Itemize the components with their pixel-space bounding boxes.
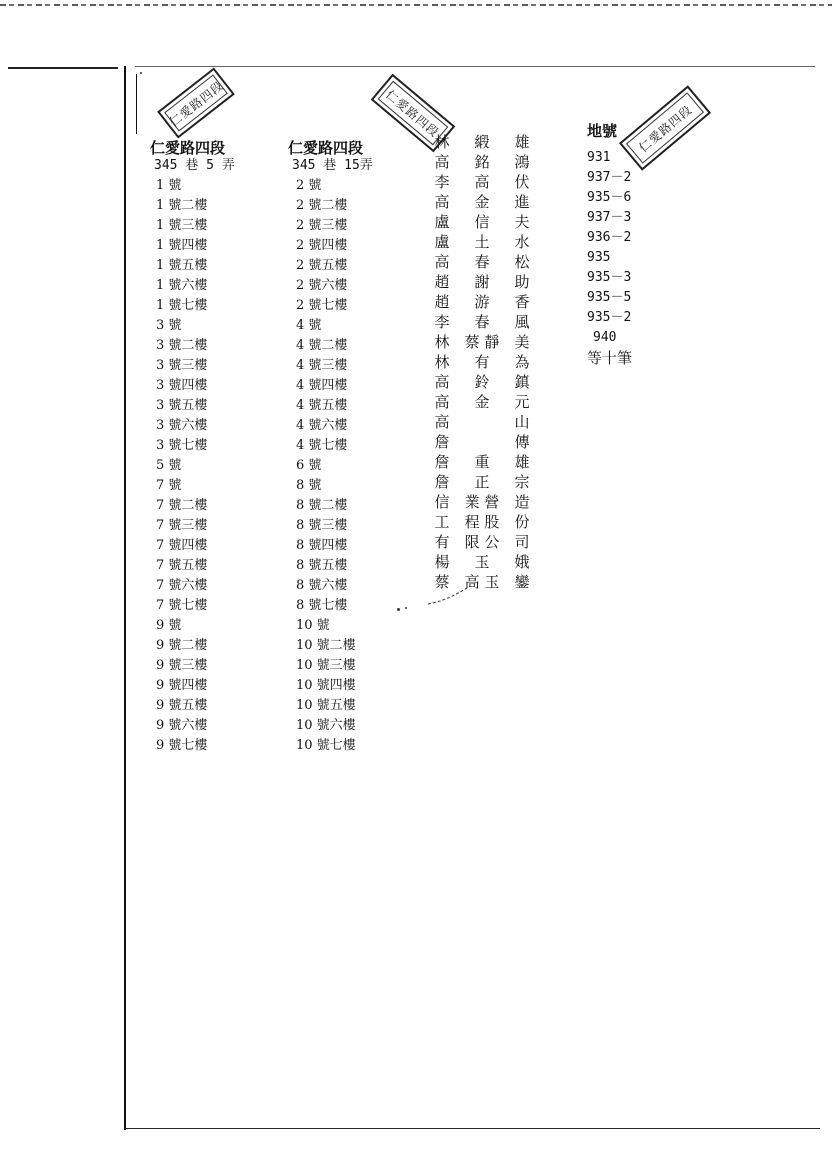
address-item: 1 號二樓 (156, 198, 208, 213)
owner-name-row (432, 432, 532, 452)
address-item: 1 號五樓 (156, 258, 208, 273)
name-char: 程 股 (464, 513, 500, 531)
address-item: 4 號二樓 (296, 338, 348, 353)
name-char: 業 營 (464, 493, 500, 511)
owner-name-row (432, 352, 532, 372)
address-item: 2 號六樓 (296, 278, 348, 293)
name-char: 李 (434, 313, 450, 331)
name-char (472, 432, 492, 452)
owner-name-row (432, 292, 532, 312)
name-char: 宗 (514, 473, 530, 491)
land-number-item: 935－2 (587, 310, 632, 325)
land-number-item: 936－2 (587, 230, 632, 245)
name-char: 林 (434, 333, 450, 351)
address-item: 2 號三樓 (296, 218, 348, 233)
name-char: 春 (474, 313, 490, 331)
address-item: 7 號六樓 (156, 578, 208, 593)
address-item: 8 號三樓 (296, 518, 348, 533)
name-char: 山 (514, 413, 530, 431)
address-item: 10 號二樓 (296, 638, 356, 653)
name-char: 風 (514, 313, 530, 331)
name-char: 金 (474, 393, 490, 411)
address-item: 3 號四樓 (156, 378, 208, 393)
address-item: 3 號五樓 (156, 398, 208, 413)
address-item: 7 號五樓 (156, 558, 208, 573)
name-char: 游 (474, 293, 490, 311)
name-char: 趙 (434, 293, 450, 311)
owner-name-row (432, 392, 532, 412)
land-numbers-header: 地號 (587, 122, 618, 140)
address-item: 10 號三樓 (296, 658, 356, 673)
owner-name-row (432, 192, 532, 212)
scan-speck (140, 72, 142, 74)
owner-name-row (432, 552, 532, 572)
owner-name-row (432, 152, 532, 172)
address-item: 9 號六樓 (156, 718, 208, 733)
name-char: 楊 (434, 553, 450, 571)
name-char: 高 (474, 173, 490, 191)
name-char: 鈴 (474, 373, 490, 391)
name-char: 娥 (514, 553, 530, 571)
name-char: 鎮 (514, 373, 530, 391)
name-char: 元 (514, 393, 530, 411)
address-item: 1 號三樓 (156, 218, 208, 233)
column-subheader: 345 巷 5 弄 (154, 158, 235, 173)
seal-stamp: 仁愛路四段 (619, 85, 711, 170)
name-char: 高 (434, 153, 450, 171)
address-item: 8 號五樓 (296, 558, 348, 573)
address-item: 10 號七樓 (296, 738, 356, 753)
address-item: 7 號七樓 (156, 598, 208, 613)
address-item: 7 號二樓 (156, 498, 208, 513)
address-item: 8 號 (296, 478, 322, 493)
address-item: 3 號六樓 (156, 418, 208, 433)
name-char: 限 公 (464, 533, 500, 551)
address-item: 10 號四樓 (296, 678, 356, 693)
name-char: 份 (514, 513, 530, 531)
address-column-lane-15 (288, 138, 373, 756)
name-char: 為 (514, 353, 530, 371)
name-char: 司 (514, 533, 530, 551)
top-rule-left (8, 67, 118, 69)
column-header: 仁愛路四段 (288, 139, 364, 157)
address-item: 3 號三樓 (156, 358, 208, 373)
column-header: 仁愛路四段 (150, 139, 226, 157)
address-item: 1 號四樓 (156, 238, 208, 253)
land-number-item: 935－6 (587, 190, 632, 205)
owner-name-row (432, 452, 532, 472)
address-item: 2 號五樓 (296, 258, 348, 273)
owner-name-row (432, 472, 532, 492)
left-margin-line (124, 66, 126, 1130)
owner-name-row (432, 252, 532, 272)
name-char: 春 (474, 253, 490, 271)
land-number-list (587, 148, 632, 348)
address-item: 6 號 (296, 458, 322, 473)
name-char: 林 (434, 353, 450, 371)
name-char: 重 (474, 453, 490, 471)
address-item: 4 號三樓 (296, 358, 348, 373)
address-item: 8 號二樓 (296, 498, 348, 513)
owner-name-row (432, 532, 532, 552)
name-char: 李 (434, 173, 450, 191)
address-item: 4 號五樓 (296, 398, 348, 413)
address-list (288, 176, 373, 756)
left-margin-line-inner (136, 74, 137, 134)
name-char: 水 (514, 233, 530, 251)
name-char: 鴻 (514, 153, 530, 171)
land-numbers-total: 等十筆 (587, 349, 633, 367)
land-number-item: 935－3 (587, 270, 632, 285)
address-item: 8 號六樓 (296, 578, 348, 593)
address-item: 2 號七樓 (296, 298, 348, 313)
land-number-item: 935－5 (587, 290, 632, 305)
name-char: 美 (514, 333, 530, 351)
address-item: 9 號五樓 (156, 698, 208, 713)
name-char: 高 玉 (464, 573, 500, 591)
address-item: 7 號 (156, 478, 182, 493)
seal-stamp: 仁愛路四段 (157, 67, 235, 138)
name-char: 有 (434, 533, 450, 551)
name-char: 雄 (514, 133, 530, 151)
address-item: 2 號四樓 (296, 238, 348, 253)
owner-name-row (432, 412, 532, 432)
address-list (150, 176, 235, 756)
name-char: 趙 (434, 273, 450, 291)
address-item: 9 號四樓 (156, 678, 208, 693)
address-item: 10 號六樓 (296, 718, 356, 733)
name-char (472, 412, 492, 432)
name-char: 高 (434, 253, 450, 271)
name-char: 詹 (434, 433, 450, 451)
name-char: 香 (514, 293, 530, 311)
name-char: 信 (474, 213, 490, 231)
land-number-item: 940 (593, 330, 617, 345)
owner-name-row (432, 232, 532, 252)
name-char: 造 (514, 493, 530, 511)
name-char: 伏 (514, 173, 530, 191)
name-char: 詹 (434, 473, 450, 491)
name-char: 工 (434, 513, 450, 531)
owner-name-row (432, 372, 532, 392)
owner-name-row (432, 492, 532, 512)
address-item: 4 號七樓 (296, 438, 348, 453)
owner-name-row (432, 172, 532, 192)
pen-scribble (400, 582, 480, 612)
address-item: 3 號 (156, 318, 182, 333)
name-char: 進 (514, 193, 530, 211)
name-char: 謝 (474, 273, 490, 291)
address-item: 9 號七樓 (156, 738, 208, 753)
address-item: 4 號四樓 (296, 378, 348, 393)
name-char: 雄 (514, 453, 530, 471)
name-char: 蔡 靜 (464, 333, 500, 351)
address-item: 3 號二樓 (156, 338, 208, 353)
name-char: 緞 (474, 133, 490, 151)
address-item: 8 號四樓 (296, 538, 348, 553)
land-number-item: 937－2 (587, 170, 632, 185)
column-subheader: 345 巷 15弄 (292, 158, 373, 173)
scan-speck (397, 608, 400, 611)
address-item: 4 號六樓 (296, 418, 348, 433)
address-item: 1 號七樓 (156, 298, 208, 313)
address-item: 2 號二樓 (296, 198, 348, 213)
name-char: 正 (474, 473, 490, 491)
name-char: 信 (434, 493, 450, 511)
name-char: 高 (434, 373, 450, 391)
name-char: 玉 (474, 553, 490, 571)
seal-stamp: 仁愛路四段 (371, 74, 456, 153)
name-char: 有 (474, 353, 490, 371)
land-number-item: 931 (587, 150, 611, 165)
address-item: 8 號七樓 (296, 598, 348, 613)
name-char: 銘 (474, 153, 490, 171)
name-char: 高 (434, 193, 450, 211)
address-item: 9 號二樓 (156, 638, 208, 653)
name-char: 夫 (514, 213, 530, 231)
address-item: 2 號 (296, 178, 322, 193)
land-number-item: 935 (587, 250, 611, 265)
address-item: 9 號 (156, 618, 182, 633)
name-char: 助 (514, 273, 530, 291)
name-char: 林 (434, 133, 450, 151)
name-char: 高 (434, 413, 450, 431)
address-item: 5 號 (156, 458, 182, 473)
address-column-lane-5 (150, 138, 235, 756)
name-char: 蔡 (434, 573, 450, 591)
owner-name-row (432, 272, 532, 292)
name-char: 金 (474, 193, 490, 211)
land-number-item: 937－3 (587, 210, 632, 225)
address-item: 1 號 (156, 178, 182, 193)
owner-names-column (432, 132, 532, 592)
owner-name-row (432, 512, 532, 532)
name-char: 盧 (434, 213, 450, 231)
address-item: 10 號 (296, 618, 330, 633)
name-char: 松 (514, 253, 530, 271)
top-rule-right (135, 66, 815, 67)
name-char: 詹 (434, 453, 450, 471)
owner-name-row (432, 312, 532, 332)
name-char: 盧 (434, 233, 450, 251)
address-item: 4 號 (296, 318, 322, 333)
address-item: 7 號四樓 (156, 538, 208, 553)
land-numbers-column (587, 120, 632, 368)
address-item: 9 號三樓 (156, 658, 208, 673)
owner-name-row (432, 132, 532, 152)
name-char: 傳 (514, 433, 530, 451)
name-char: 鑾 (514, 573, 530, 591)
bottom-rule (124, 1128, 820, 1129)
address-item: 1 號六樓 (156, 278, 208, 293)
address-item: 7 號三樓 (156, 518, 208, 533)
owner-name-row (432, 332, 532, 352)
address-item: 3 號七樓 (156, 438, 208, 453)
name-char: 土 (474, 233, 490, 251)
scan-top-edge (0, 4, 832, 6)
address-item: 10 號五樓 (296, 698, 356, 713)
name-char: 高 (434, 393, 450, 411)
owner-name-row (432, 212, 532, 232)
